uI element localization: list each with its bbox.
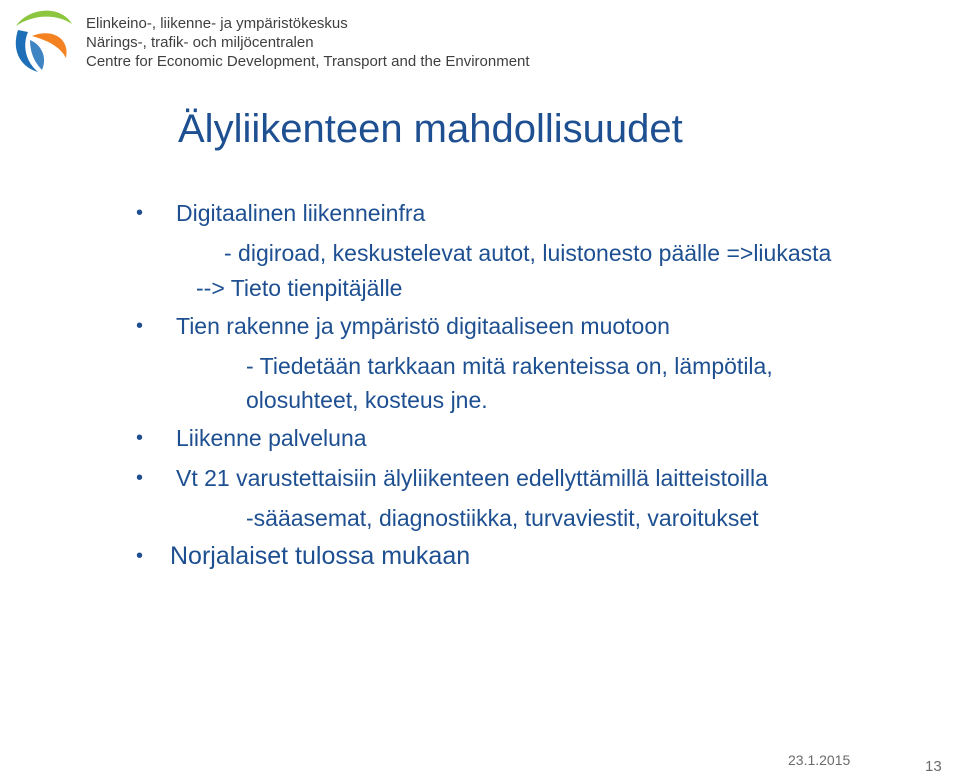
bullet-icon: •: [136, 545, 144, 567]
sub-text: - Tiedetään tarkkaan mitä rakenteissa on, lämpötila,: [246, 353, 773, 379]
org-name-swedish: Närings-, trafik- och miljöcentralen: [86, 34, 314, 51]
org-name-finnish: Elinkeino-, liikenne- ja ympäristökeskus: [86, 15, 348, 32]
sub-text: olosuhteet, kosteus jne.: [246, 387, 488, 413]
bullet-icon: •: [136, 467, 144, 489]
bullet-text: Liikenne palveluna: [176, 425, 367, 451]
bullet-text: Tien rakenne ja ympäristö digitaaliseen muotoon: [176, 313, 670, 339]
slide-date: 23.1.2015: [788, 752, 851, 768]
bullet-icon: •: [136, 427, 144, 449]
page-number: 13: [925, 758, 942, 775]
bullet-text: Digitaalinen liikenneinfra: [176, 200, 426, 226]
slide-title: Älyliikenteen mahdollisuudet: [178, 107, 683, 151]
sub-text: -sääasemat, diagnostiikka, turvaviestit, varoitukset: [246, 505, 759, 531]
bullet-text: Vt 21 varustettaisiin älyliikenteen edellyttämillä laitteistoilla: [176, 465, 768, 491]
bullet-icon: •: [136, 202, 144, 224]
bullet-text: Norjalaiset tulossa mukaan: [170, 542, 471, 570]
bullet-icon: •: [136, 315, 144, 337]
sub-text: - digiroad, keskustelevat autot, luistonesto päälle =>liukasta: [224, 240, 832, 266]
sub-text: --> Tieto tienpitäjälle: [196, 275, 403, 301]
org-name-english: Centre for Economic Development, Transport and the Environment: [86, 53, 530, 70]
